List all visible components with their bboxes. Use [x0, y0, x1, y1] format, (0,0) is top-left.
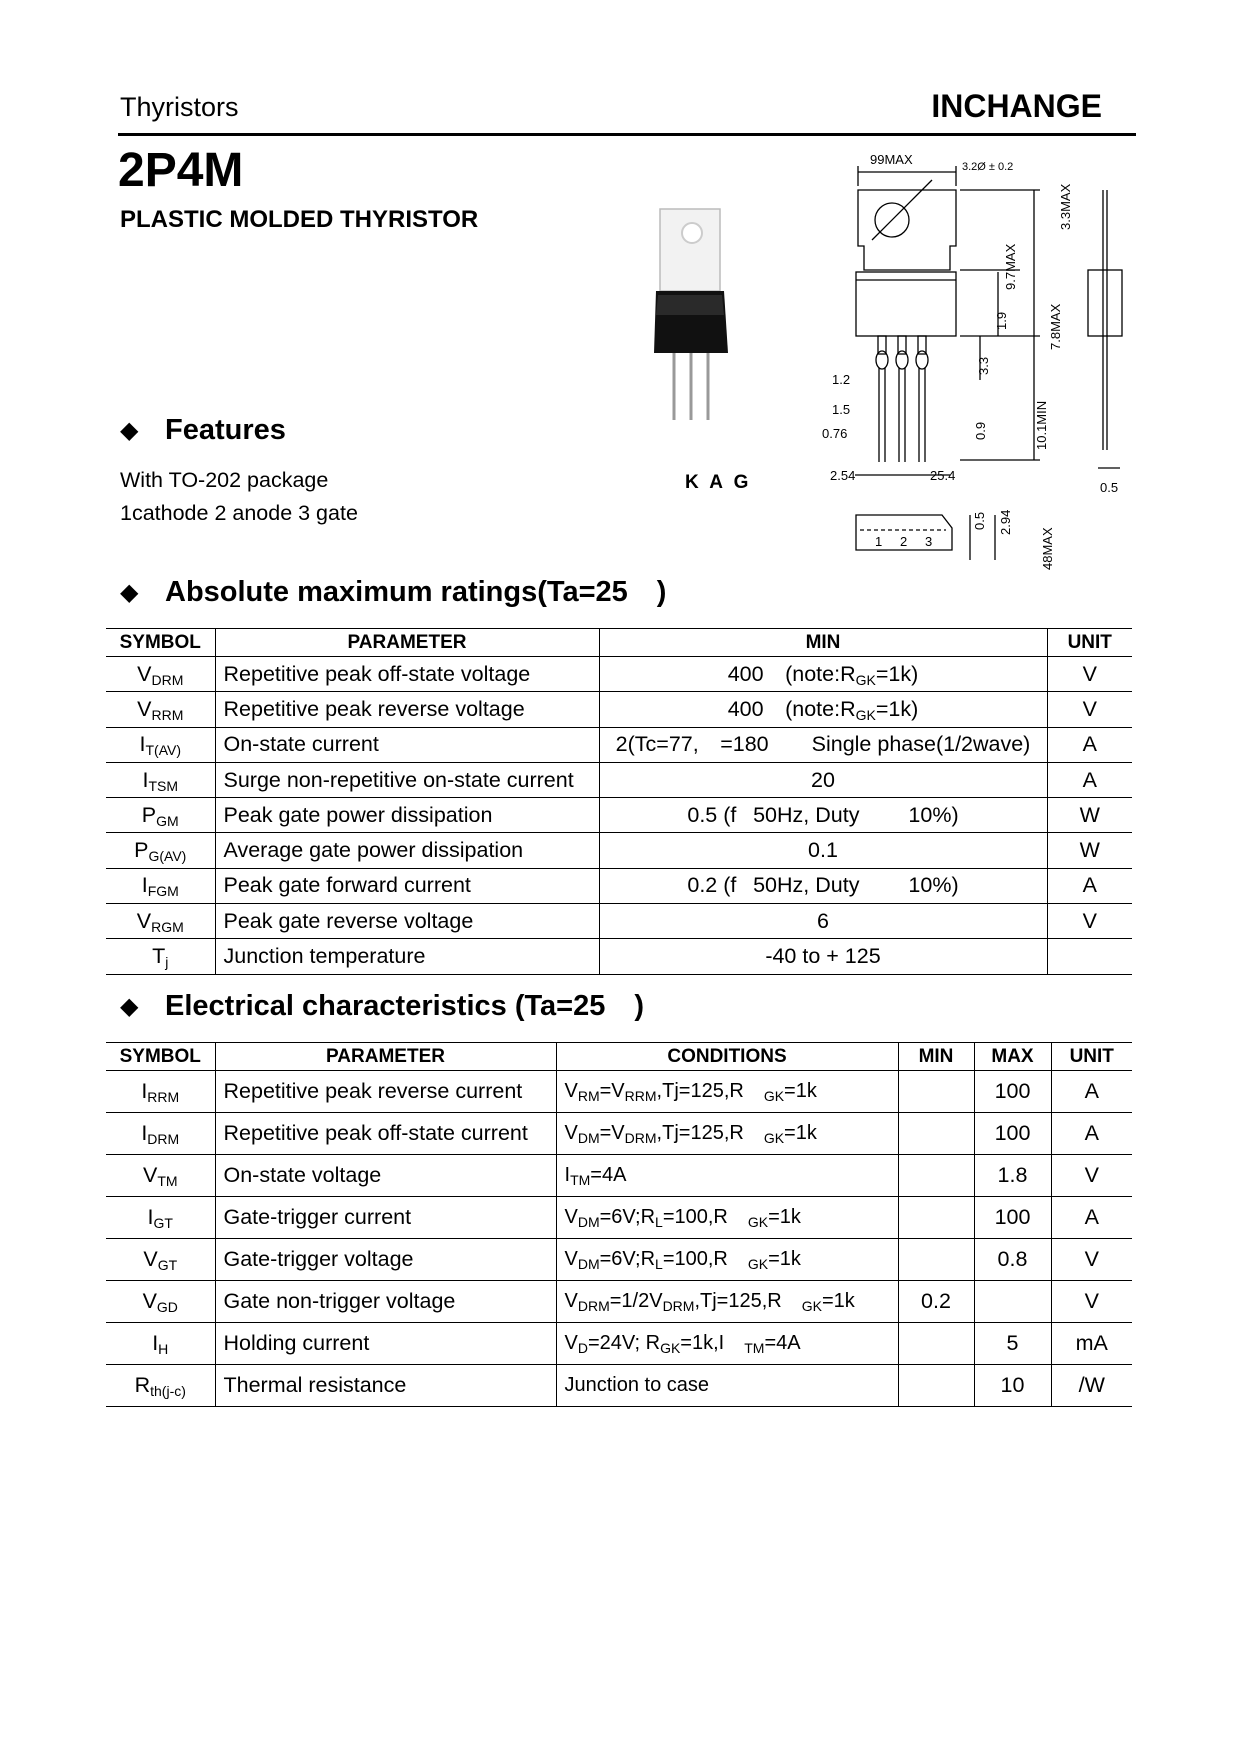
symbol-subscript: TSM	[148, 777, 179, 794]
dim-bottom-0-5: 0.5	[972, 511, 987, 530]
condition-subscript: L	[655, 1214, 663, 1230]
condition-subscript: TM	[570, 1172, 591, 1188]
symbol-main: I	[142, 767, 149, 792]
dim-tab-top: 3.3MAX	[1058, 183, 1073, 230]
part-number: 2P4M	[118, 144, 244, 197]
cell-min	[599, 692, 1047, 727]
cell-parameter: Surge non-repetitive on-state current	[215, 762, 599, 797]
table-row	[106, 798, 1132, 833]
cell-symbol	[106, 1113, 215, 1155]
cell-min	[599, 798, 1047, 833]
cell-conditions	[556, 1365, 898, 1407]
dim-1-9: 1.9	[994, 311, 1009, 330]
dim-body: 7.8MAX	[1048, 303, 1063, 350]
condition-text: ,Tj=125,R	[656, 1122, 764, 1144]
min-text: 0.5 (f 50Hz, Duty 10%)	[687, 802, 959, 827]
features-heading: ◆ Features	[120, 414, 286, 446]
condition-text: =1k	[821, 1290, 855, 1312]
condition-text: =6V;R	[599, 1248, 656, 1270]
min-text: 2(Tc=77, =180 Single phase(1/2wave)	[615, 732, 1031, 757]
symbol-subscript: TM	[157, 1173, 178, 1189]
cell-max: 5	[974, 1323, 1051, 1365]
dim-side-0-5: 0.5	[1100, 480, 1119, 495]
symbol-subscript: DRM	[147, 1131, 180, 1147]
cell-symbol	[106, 833, 215, 868]
cell-symbol	[106, 727, 215, 762]
abs-max-table	[106, 628, 1132, 975]
condition-subscript: DM	[577, 1130, 600, 1146]
condition-text: =1/2V	[609, 1290, 663, 1312]
package-photo	[640, 205, 750, 425]
cell-parameter: Repetitive peak off-state current	[215, 1113, 556, 1155]
condition-text: ,Tj=125,R	[694, 1290, 802, 1312]
cell-conditions	[556, 1239, 898, 1281]
condition-text: =V	[599, 1080, 625, 1102]
dim-48max: 48MAX	[1040, 527, 1055, 570]
table-row	[106, 727, 1132, 762]
cell-unit: mA	[1051, 1323, 1132, 1365]
symbol-main: I	[141, 873, 148, 898]
condition-subscript: DRM	[577, 1298, 610, 1314]
cell-parameter: Repetitive peak reverse current	[215, 1071, 556, 1113]
condition-text: =V	[599, 1122, 625, 1144]
min-text: 0.1	[808, 838, 838, 863]
elec-char-table	[106, 1042, 1132, 1407]
cell-unit: V	[1051, 1155, 1132, 1197]
col-header-unit: UNIT	[1047, 629, 1132, 657]
cell-symbol	[106, 1365, 215, 1407]
feature-item: With TO-202 package	[120, 468, 329, 492]
cell-parameter: Junction temperature	[215, 939, 599, 974]
condition-text: =1k,I	[680, 1332, 745, 1354]
cell-unit: A	[1047, 762, 1132, 797]
cell-symbol	[106, 1323, 215, 1365]
condition-text: =4A	[590, 1164, 627, 1186]
cell-conditions	[556, 1281, 898, 1323]
dim-lead-length: 10.1MIN	[1034, 400, 1049, 450]
abs-max-heading: ◆ Absolute maximum ratings(Ta=25 )	[120, 576, 667, 608]
table-row	[106, 939, 1132, 974]
dim-2-94: 2.94	[998, 509, 1013, 535]
condition-text: =100,R	[662, 1206, 748, 1228]
condition-text: =6V;R	[599, 1206, 656, 1228]
cell-unit: V	[1047, 657, 1132, 692]
condition-text: V	[564, 1290, 578, 1312]
condition-subscript: DM	[577, 1214, 600, 1230]
cell-max: 100	[974, 1113, 1051, 1155]
header-rule	[118, 133, 1136, 136]
cell-unit: /W	[1051, 1365, 1132, 1407]
cell-symbol	[106, 1197, 215, 1239]
dim-1-5: 1.5	[832, 402, 851, 417]
cell-min	[898, 1323, 974, 1365]
symbol-main: V	[137, 661, 152, 686]
cell-min	[599, 939, 1047, 974]
condition-text: =1k	[784, 1080, 817, 1102]
cell-unit: A	[1051, 1113, 1132, 1155]
table-row	[106, 1239, 1132, 1281]
category-label: Thyristors	[120, 92, 239, 122]
cell-max	[974, 1281, 1051, 1323]
symbol-main: V	[142, 1289, 157, 1313]
table-row	[106, 1323, 1132, 1365]
condition-subscript: GK	[747, 1256, 769, 1272]
condition-subscript: GK	[763, 1088, 785, 1104]
symbol-main: I	[141, 1079, 148, 1103]
col-header-max: MAX	[974, 1043, 1051, 1071]
cell-parameter: Peak gate reverse voltage	[215, 904, 599, 939]
cell-parameter: Repetitive peak reverse voltage	[215, 692, 599, 727]
diamond-bullet-icon: ◆	[120, 417, 139, 444]
symbol-subscript: G(AV)	[148, 848, 187, 865]
cell-max: 100	[974, 1071, 1051, 1113]
symbol-main: I	[152, 1331, 159, 1355]
min-text: -40 to + 125	[765, 944, 881, 969]
symbol-subscript: H	[158, 1341, 169, 1357]
cell-conditions	[556, 1071, 898, 1113]
cell-parameter: Holding current	[215, 1323, 556, 1365]
cell-symbol	[106, 692, 215, 727]
cell-min	[599, 904, 1047, 939]
cell-symbol	[106, 1239, 215, 1281]
col-header-parameter: PARAMETER	[215, 1043, 556, 1071]
min-text: 400 (note:R	[727, 696, 856, 721]
condition-subscript: DM	[577, 1256, 600, 1272]
pin-number-2: 2	[900, 534, 908, 549]
cell-min	[599, 762, 1047, 797]
dim-1-2: 1.2	[832, 372, 851, 387]
cell-min	[898, 1113, 974, 1155]
col-header-unit: UNIT	[1051, 1043, 1132, 1071]
table-header-row	[106, 1043, 1132, 1071]
col-header-symbol: SYMBOL	[106, 1043, 215, 1071]
table-row	[106, 692, 1132, 727]
table-row	[106, 833, 1132, 868]
cell-symbol	[106, 762, 215, 797]
condition-text: =24V; R	[587, 1332, 661, 1354]
symbol-main: I	[141, 1121, 148, 1145]
cell-min	[599, 657, 1047, 692]
cell-unit: V	[1051, 1281, 1132, 1323]
cell-min	[599, 727, 1047, 762]
cell-unit: W	[1047, 798, 1132, 833]
cell-unit: A	[1051, 1071, 1132, 1113]
cell-unit: A	[1047, 868, 1132, 903]
cell-symbol	[106, 657, 215, 692]
table-row	[106, 1281, 1132, 1323]
cell-max: 100	[974, 1197, 1051, 1239]
symbol-subscript: j	[165, 954, 169, 971]
condition-subscript: RRM	[624, 1088, 657, 1104]
dim-25-4: 25.4	[930, 468, 956, 483]
dim-3-3: 3.3	[976, 356, 991, 375]
cell-parameter: Gate-trigger voltage	[215, 1239, 556, 1281]
dim-tab: 9.7MAX	[1003, 243, 1018, 290]
symbol-main: P	[134, 838, 149, 863]
min-text: 0.2 (f 50Hz, Duty 10%)	[687, 873, 959, 898]
cell-max: 10	[974, 1365, 1051, 1407]
table-row	[106, 1365, 1132, 1407]
cell-min	[898, 1197, 974, 1239]
condition-text: ,Tj=125,R	[656, 1080, 764, 1102]
condition-subscript: GK	[763, 1130, 785, 1146]
condition-text: =100,R	[662, 1248, 748, 1270]
condition-text: =1k	[768, 1206, 801, 1228]
symbol-subscript: GM	[156, 812, 179, 829]
condition-text: =1k	[768, 1248, 801, 1270]
symbol-main: P	[141, 802, 157, 827]
table-row	[106, 657, 1132, 692]
cell-parameter: On-state voltage	[215, 1155, 556, 1197]
table-row	[106, 1071, 1132, 1113]
table-row	[106, 868, 1132, 903]
condition-subscript: TM	[744, 1340, 765, 1356]
cell-symbol	[106, 1281, 215, 1323]
cell-parameter: On-state current	[215, 727, 599, 762]
cell-parameter: Repetitive peak off-state voltage	[215, 657, 599, 692]
min-text: 20	[811, 767, 835, 792]
pin-number-3: 3	[925, 534, 933, 549]
condition-text: I	[564, 1164, 571, 1186]
symbol-main: V	[137, 696, 152, 721]
symbol-subscript: GD	[156, 1299, 178, 1315]
cell-unit: A	[1051, 1197, 1132, 1239]
package-outline-drawing	[820, 150, 1140, 580]
cell-symbol	[106, 1071, 215, 1113]
symbol-subscript: RGM	[151, 918, 184, 935]
cell-conditions	[556, 1155, 898, 1197]
dim-2-54: 2.54	[830, 468, 856, 483]
table-row	[106, 762, 1132, 797]
col-header-symbol: SYMBOL	[106, 629, 215, 657]
condition-subscript: DRM	[662, 1298, 695, 1314]
cell-min	[898, 1155, 974, 1197]
min-text-end: =1k)	[875, 661, 919, 686]
min-text: 6	[817, 908, 829, 933]
cell-min	[599, 868, 1047, 903]
cell-unit: V	[1047, 692, 1132, 727]
cell-min	[599, 833, 1047, 868]
cell-min	[898, 1365, 974, 1407]
symbol-main: V	[142, 1163, 158, 1187]
min-subscript: GK	[855, 671, 876, 688]
condition-text: =1k	[784, 1122, 817, 1144]
condition-text: V	[564, 1122, 578, 1144]
condition-text: Junction to case	[564, 1374, 710, 1396]
col-header-min: MIN	[898, 1043, 974, 1071]
cell-symbol	[106, 904, 215, 939]
cell-min	[898, 1239, 974, 1281]
cell-parameter: Peak gate forward current	[215, 868, 599, 903]
min-text-end: =1k)	[875, 696, 919, 721]
cell-unit: V	[1047, 904, 1132, 939]
cell-max: 0.8	[974, 1239, 1051, 1281]
symbol-main: I	[147, 1205, 154, 1229]
cell-parameter: Average gate power dissipation	[215, 833, 599, 868]
product-subtitle: PLASTIC MOLDED THYRISTOR	[120, 206, 479, 233]
symbol-subscript: GT	[153, 1215, 173, 1231]
min-subscript: GK	[855, 706, 876, 723]
cell-parameter: Peak gate power dissipation	[215, 798, 599, 833]
condition-subscript: DRM	[624, 1130, 657, 1146]
cell-conditions	[556, 1197, 898, 1239]
condition-text: V	[564, 1332, 578, 1354]
condition-text: V	[564, 1248, 578, 1270]
condition-subscript: GK	[660, 1340, 681, 1356]
cell-unit: W	[1047, 833, 1132, 868]
cell-min: 0.2	[898, 1281, 974, 1323]
symbol-subscript: th(j-c)	[150, 1383, 186, 1399]
col-header-conditions: CONDITIONS	[556, 1043, 898, 1071]
cell-parameter: Thermal resistance	[215, 1365, 556, 1407]
diamond-bullet-icon: ◆	[120, 579, 139, 606]
condition-subscript: GK	[747, 1214, 769, 1230]
pin-number-1: 1	[875, 534, 883, 549]
table-row	[106, 904, 1132, 939]
diamond-bullet-icon: ◆	[120, 993, 139, 1020]
pin-labels: K A G	[685, 472, 752, 493]
cell-unit: A	[1047, 727, 1132, 762]
condition-subscript: D	[577, 1340, 588, 1356]
cell-symbol	[106, 868, 215, 903]
table-row	[106, 1197, 1132, 1239]
condition-subscript: GK	[801, 1298, 822, 1314]
cell-parameter: Gate non-trigger voltage	[215, 1281, 556, 1323]
elec-heading: ◆ Electrical characteristics (Ta=25 )	[120, 990, 645, 1022]
cell-symbol	[106, 798, 215, 833]
symbol-subscript: RRM	[147, 1089, 180, 1105]
symbol-subscript: DRM	[151, 671, 184, 688]
symbol-main: V	[136, 908, 152, 933]
table-row	[106, 1113, 1132, 1155]
symbol-subscript: RRM	[151, 706, 184, 723]
cell-min	[898, 1071, 974, 1113]
cell-parameter: Gate-trigger current	[215, 1197, 556, 1239]
condition-text: V	[564, 1080, 578, 1102]
col-header-min: MIN	[599, 629, 1047, 657]
brand-logo-text: INCHANGE	[931, 88, 1102, 124]
dim-0-9: 0.9	[973, 421, 988, 440]
cell-max: 1.8	[974, 1155, 1051, 1197]
symbol-main: I	[139, 732, 146, 757]
cell-unit: V	[1051, 1239, 1132, 1281]
feature-item: 1cathode 2 anode 3 gate	[120, 501, 358, 525]
symbol-subscript: FGM	[147, 883, 179, 900]
table-header-row	[106, 629, 1132, 657]
cell-unit	[1047, 939, 1132, 974]
cell-symbol	[106, 1155, 215, 1197]
condition-subscript: L	[655, 1256, 663, 1272]
symbol-subscript: GT	[157, 1257, 178, 1273]
symbol-main: T	[152, 944, 166, 969]
table-row	[106, 1155, 1132, 1197]
condition-text: =4A	[764, 1332, 801, 1354]
cell-symbol	[106, 939, 215, 974]
cell-conditions	[556, 1323, 898, 1365]
dim-0-76: 0.76	[822, 426, 848, 441]
condition-text: V	[564, 1206, 578, 1228]
dim-width: 99MAX	[870, 152, 913, 167]
symbol-subscript: T(AV)	[145, 742, 181, 759]
cell-conditions	[556, 1113, 898, 1155]
symbol-main: V	[143, 1247, 158, 1271]
min-text: 400 (note:R	[727, 661, 856, 686]
symbol-main: R	[134, 1373, 151, 1397]
col-header-parameter: PARAMETER	[215, 629, 599, 657]
dim-hole: 3.2Ø ± 0.2	[962, 161, 1014, 173]
condition-subscript: RM	[577, 1088, 600, 1104]
